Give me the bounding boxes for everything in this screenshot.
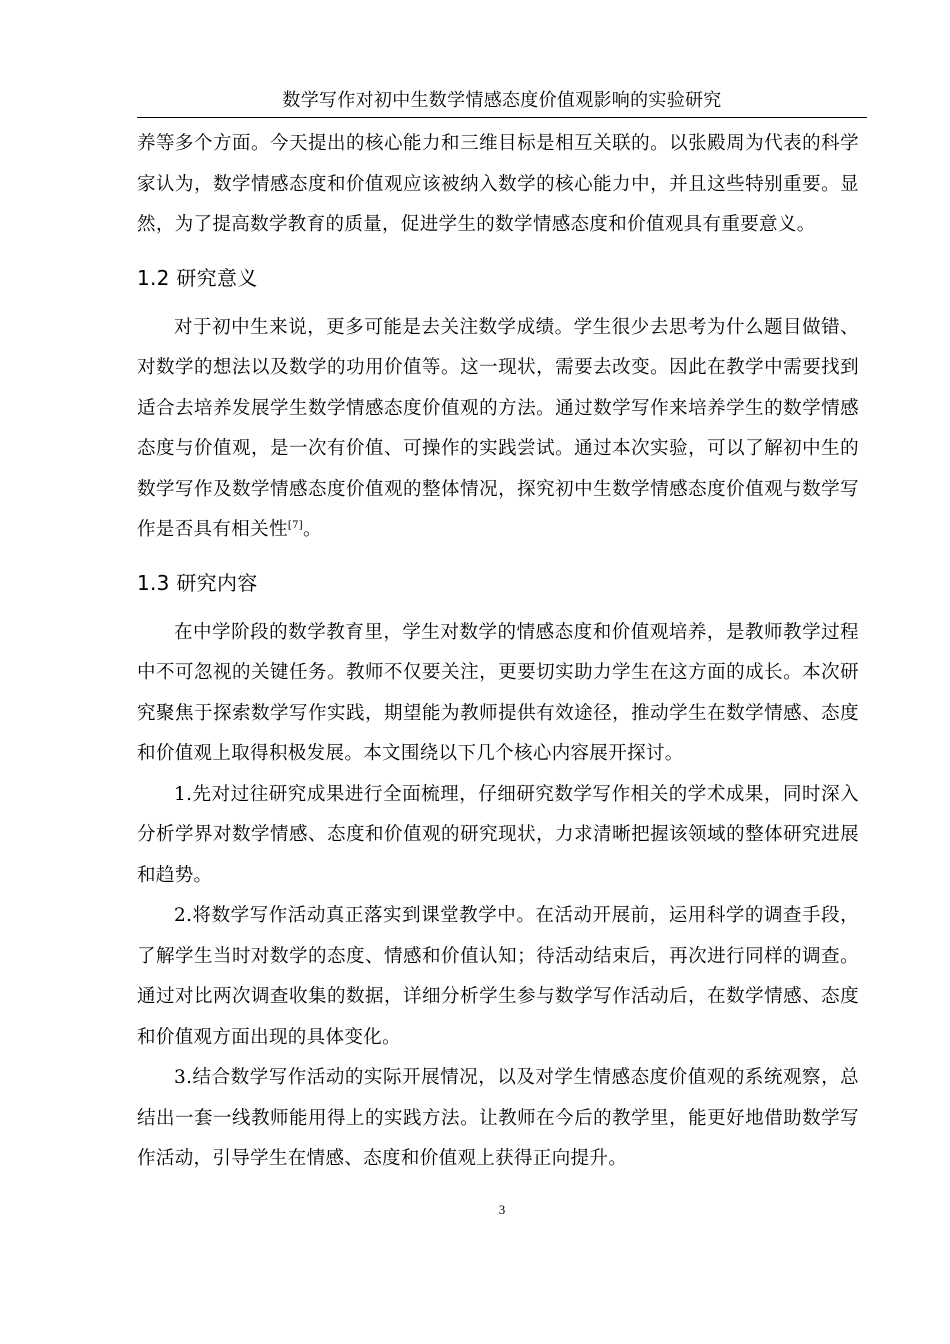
content-item-2: 2.将数学写作活动真正落实到课堂教学中。在活动开展前，运用科学的调查手段，了解学生当时对数学的态度、情感和价值认知；待活动结束后，再次进行同样的调查。通过对比两次调查收集的数据，详细分析学生参与数学写作活动后，在数学情感、态度和价值观方面出现的具体变化。 [137,905,859,1048]
content-item-1: 1.先对过往研究成果进行全面梳理，仔细研究数学写作相关的学术成果，同时深入分析学界对数学情感、态度和价值观的研究现状，力求清晰把握该领域的整体研究进展和趋势。 [137,783,859,886]
running-header-title: 数学写作对初中生数学情感态度价值观影响的实验研究 [282,90,722,111]
section-heading-1-2: 1.2 研究意义 [137,265,258,290]
section-1-2-paragraph [137,308,859,551]
section-1-2-paragraph-text: 对于初中生来说，更多可能是去关注数学成绩。学生很少去思考为什么题目做错、对数学的想法以及数学的功用价值等。这一现状，需要去改变。因此在教学中需要找到适合去培养发展学生数学情感态度价值观的方法。通过数学写作来培养学生的数学情感态度与价值观，是一次有价值、可操作的实践尝试。通过本次实验，可以了解初中生的数学写作及数学情感态度价值观的整体情况，探究初中生数学情感态度价值观与数学写作是否具有相关性 [137,316,859,540]
header-rule [137,117,867,118]
section-1-2-paragraph-end: 。 [303,519,322,540]
page-body [137,124,859,1180]
intro-paragraph: 养等多个方面。今天提出的核心能力和三维目标是相互关联的。以张殿周为代表的科学家认为，数学情感态度和价值观应该被纳入数学的核心能力中，并且这些特别重要。显然，为了提高数学教育的质量，促进学生的数学情感态度和价值观具有重要意义。 [137,133,859,235]
content-item-3: 3.结合数学写作活动的实际开展情况，以及对学生情感态度价值观的系统观察，总结出一套一线教师能用得上的实践方法。让教师在今后的教学里，能更好地借助数学写作活动，引导学生在情感、态度和价值观上获得正向提升。 [137,1067,859,1169]
section-heading-1-3: 1.3 研究内容 [137,570,258,595]
citation-ref-7[interactable]: [7] [287,519,304,531]
section-1-3-intro: 在中学阶段的数学教育里，学生对数学的情感态度和价值观培养，是教师教学过程中不可忽视的关键任务。教师不仅要关注，更要切实助力学生在这方面的成长。本次研究聚焦于探索数学写作实践，期望能为教师提供有效途径，推动学生在数学情感、态度和价值观上取得积极发展。本文围绕以下几个核心内容展开探讨。 [137,621,859,764]
page-number: 3 [498,1202,506,1217]
